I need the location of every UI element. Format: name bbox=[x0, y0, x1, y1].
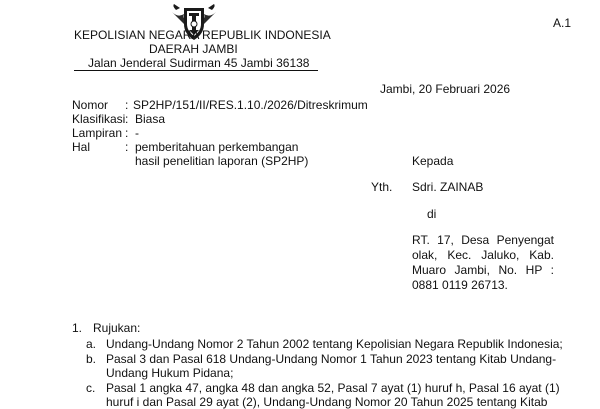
recipient-address-line2: olak, Kec. Jaluko, Kab. bbox=[412, 248, 554, 262]
ref-item-a-text: Undang-Undang Nomor 2 Tahun 2002 tentang Kepolisian Negara Republik Indonesia; bbox=[106, 337, 563, 351]
recipient-address-line4: 0881 0119 26713. bbox=[412, 278, 508, 292]
hal-value-line1: pemberitahuan perkembangan bbox=[135, 140, 299, 154]
di-label: di bbox=[427, 207, 437, 221]
klasifikasi-value: Biasa bbox=[135, 112, 166, 126]
hal-label: Hal bbox=[72, 140, 91, 154]
ref-item-b-text-2: Undang Hukum Pidana; bbox=[106, 366, 234, 380]
recipient-address-line3: Muaro Jambi, No. HP : bbox=[412, 263, 554, 277]
recipient-name: Sdri. ZAINAB bbox=[412, 180, 484, 194]
nomor-colon: : bbox=[125, 98, 129, 112]
org-name: KEPOLISIAN NEGARA REPUBLIK INDONESIA bbox=[74, 28, 331, 42]
klasifikasi-colon: : bbox=[125, 112, 129, 126]
ref-item-c-text-2: huruf i dan Pasal 29 ayat (2), Undang-Undang Nomor 20 Tahun 2025 tentang Kitab bbox=[106, 395, 548, 409]
nomor-value: SP2HP/151/II/RES.1.10./2026/Ditreskrimum bbox=[133, 98, 368, 112]
ref-item-a-marker: a. bbox=[86, 337, 97, 351]
ref-item-b-text-1: Pasal 3 dan Pasal 618 Undang-Undang Nomor 1 Tahun 2023 tentang Kitab Undang- bbox=[106, 352, 557, 366]
section-number: 1. bbox=[72, 321, 83, 335]
org-address: Jalan Jenderal Sudirman 45 Jambi 36138 bbox=[88, 56, 310, 70]
klasifikasi-label: Klasifikasi bbox=[72, 112, 126, 126]
page-code: A.1 bbox=[553, 16, 572, 30]
ref-item-c-marker: c. bbox=[86, 381, 96, 395]
hal-colon: : bbox=[125, 140, 129, 154]
recipient-address-line1: RT. 17, Desa Penyengat bbox=[412, 233, 554, 247]
section-title: Rujukan: bbox=[93, 321, 141, 335]
nomor-label: Nomor bbox=[72, 98, 109, 112]
ref-item-b-marker: b. bbox=[86, 352, 97, 366]
lampiran-label: Lampiran bbox=[72, 126, 123, 140]
ref-item-c-text-1: Pasal 1 angka 47, angka 48 dan angka 52, Pasal 7 ayat (1) huruf h, Pasal 16 ayat (1) bbox=[106, 381, 560, 395]
org-region: DAERAH JAMBI bbox=[149, 42, 238, 56]
lampiran-value: - bbox=[135, 126, 139, 140]
lampiran-colon: : bbox=[125, 126, 129, 140]
hal-value-line2: hasil penelitian laporan (SP2HP) bbox=[135, 154, 309, 168]
kepada-label: Kepada bbox=[412, 154, 454, 168]
yth-label: Yth. bbox=[371, 180, 393, 194]
header-underline bbox=[74, 70, 318, 71]
place-date: Jambi, 20 Februari 2026 bbox=[380, 82, 511, 96]
